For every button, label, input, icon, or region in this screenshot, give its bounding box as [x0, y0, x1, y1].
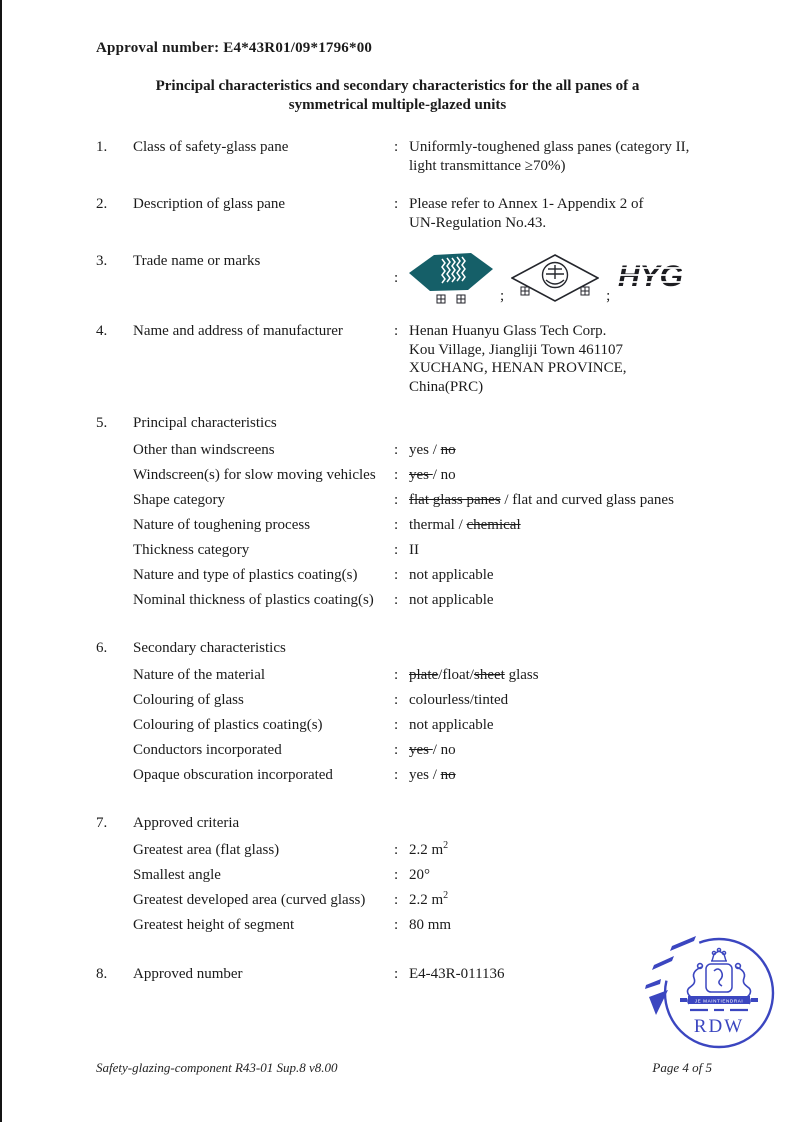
- colon-separator: :: [394, 766, 399, 783]
- row-value: colourless/tinted: [409, 691, 509, 708]
- stamp-motto-banner: [680, 996, 758, 1010]
- row-value: thermal / chemical: [409, 516, 521, 533]
- item-value: [409, 195, 753, 232]
- item-value: E4-43R-011136: [409, 966, 505, 982]
- value-line: Henan Huanyu Glass Tech Corp.: [409, 323, 607, 339]
- item-row-manufacturer: [96, 322, 753, 396]
- colon-separator: :: [394, 666, 399, 683]
- characteristic-row: [133, 566, 753, 585]
- colon-separator: :: [394, 196, 399, 212]
- value-line: Please refer to Annex 1- Appendix 2 of: [409, 196, 644, 212]
- criteria-row: [133, 841, 753, 860]
- row-label: Windscreen(s) for slow moving vehicles: [133, 466, 376, 483]
- logo1-chinese-characters: [437, 295, 465, 303]
- item-row-description: [96, 195, 753, 232]
- row-value: not applicable: [409, 591, 494, 608]
- section-header-approved-criteria: [96, 814, 753, 833]
- colon-separator: :: [394, 441, 399, 458]
- characteristic-row: [133, 716, 753, 735]
- diamond-circle-trademark-icon: [511, 254, 599, 304]
- row-value: II: [409, 541, 419, 558]
- row-label: Conductors incorporated: [133, 741, 282, 758]
- page-title: [2, 77, 793, 115]
- row-value: yes / no: [409, 766, 456, 783]
- row-value: plate/float/sheet glass: [409, 666, 539, 683]
- footer-document-id: Safety-glazing-component R43-01 Sup.8 v8.00: [96, 1060, 338, 1075]
- colon-separator: :: [394, 541, 399, 558]
- characteristic-row: [133, 741, 753, 760]
- row-label: Thickness category: [133, 541, 250, 558]
- characteristic-row: [133, 591, 753, 610]
- characteristic-row: [133, 666, 753, 685]
- stamp-crown: [711, 948, 727, 961]
- approval-number: Approval number: E4*43R01/09*1796*00: [96, 40, 373, 56]
- row-label: Shape category: [133, 491, 226, 508]
- row-label: Colouring of plastics coating(s): [133, 716, 323, 733]
- stamp-shield: [706, 964, 732, 992]
- hyg-wordmark-icon: [617, 257, 693, 293]
- colon-separator: :: [394, 516, 399, 533]
- item-label: Principal characteristics: [133, 415, 277, 431]
- item-label: Name and address of manufacturer: [133, 323, 343, 339]
- colon-separator: :: [394, 566, 399, 583]
- hyg-wordmark-wrap: [617, 257, 693, 299]
- colon-separator: :: [394, 866, 399, 883]
- row-value: not applicable: [409, 716, 494, 733]
- row-label: Other than windscreens: [133, 441, 275, 458]
- stamp-motto-text: JE MAINTIENDRAI: [694, 998, 744, 1004]
- item-row-class-of-pane: [96, 138, 753, 175]
- row-label: Nature of toughening process: [133, 516, 311, 533]
- row-value: not applicable: [409, 566, 494, 583]
- criteria-row: [133, 866, 753, 885]
- characteristic-row: [133, 766, 753, 785]
- row-label: Smallest angle: [133, 866, 221, 883]
- hexagon-wave-trademark-icon: [409, 252, 493, 304]
- colon-separator: :: [394, 716, 399, 733]
- row-value: yes / no: [409, 741, 456, 758]
- characteristic-row: [133, 541, 753, 560]
- section-header-principal: [96, 414, 753, 433]
- value-line: light transmittance ≥70%): [409, 157, 566, 174]
- item-number: 5.: [96, 415, 108, 431]
- value-line: UN-Regulation No.43.: [409, 214, 547, 231]
- value-line: China(PRC): [409, 378, 484, 395]
- item-number: 3.: [96, 253, 108, 269]
- row-label: Nature of the material: [133, 666, 266, 683]
- characteristic-row: [133, 466, 753, 485]
- value-line: XUCHANG, HENAN PROVINCE,: [409, 360, 627, 376]
- logo-separator: ;: [606, 288, 611, 304]
- row-label: Colouring of glass: [133, 691, 244, 708]
- row-value: 2.2 $m^2$: [409, 839, 449, 858]
- characteristic-row: [133, 441, 753, 460]
- item-number: 1.: [96, 139, 108, 155]
- row-label: Greatest area (flat glass): [133, 841, 280, 858]
- row-value: flat glass panes / flat and curved glass panes: [409, 491, 674, 508]
- page-title-line2: symmetrical multiple-glazed units: [288, 97, 507, 113]
- item-number: 8.: [96, 966, 108, 982]
- colon-separator: :: [394, 466, 399, 483]
- colon-separator: :: [394, 491, 399, 508]
- colon-separator: :: [394, 841, 399, 858]
- row-value: 2.2 $m^2$: [409, 889, 449, 908]
- colon-separator: :: [394, 323, 399, 339]
- row-value: 20°: [409, 866, 430, 883]
- characteristic-row: [133, 516, 753, 535]
- item-label: Description of glass pane: [133, 196, 286, 212]
- item-label: Trade name or marks: [133, 253, 261, 269]
- colon-separator: :: [394, 269, 399, 286]
- logo-separator: ;: [500, 288, 505, 304]
- colon-separator: :: [394, 916, 399, 933]
- characteristic-row: [133, 691, 753, 710]
- row-label: Nominal thickness of plastics coating(s): [133, 591, 374, 608]
- item-number: 6.: [96, 640, 108, 656]
- colon-separator: :: [394, 966, 399, 982]
- colon-separator: :: [394, 139, 399, 155]
- row-label: Opaque obscuration incorporated: [133, 766, 333, 783]
- colon-separator: :: [394, 741, 399, 758]
- page-footer: [96, 1060, 712, 1076]
- page-title-line1: Principal characteristics and secondary characteristics for the all panes of a: [155, 78, 640, 94]
- stamp-rdw-label: RDW: [693, 1016, 745, 1037]
- section-header-secondary: [96, 639, 753, 658]
- colon-separator: :: [394, 591, 399, 608]
- item-value: [409, 322, 753, 396]
- rdw-approval-stamp: [642, 931, 787, 1056]
- colon-separator: :: [394, 891, 399, 908]
- item-number: 2.: [96, 196, 108, 212]
- item-value: [409, 138, 753, 175]
- value-line: Kou Village, Jiangliji Town 461107: [409, 341, 624, 358]
- row-value: yes / no: [409, 441, 456, 458]
- row-value: 80 mm: [409, 916, 452, 933]
- item-number: 4.: [96, 323, 108, 339]
- footer-page-number: Page 4 of 5: [652, 1060, 712, 1075]
- criteria-row: [133, 891, 753, 910]
- item-number: 7.: [96, 815, 108, 831]
- colon-separator: :: [394, 691, 399, 708]
- row-value: yes / no: [409, 466, 456, 483]
- item-label: Class of safety-glass pane: [133, 139, 289, 155]
- row-label: Nature and type of plastics coating(s): [133, 566, 358, 583]
- row-label: Greatest developed area (curved glass): [133, 891, 366, 908]
- item-label: Secondary characteristics: [133, 640, 286, 656]
- characteristic-row: [133, 491, 753, 510]
- item-label: Approved criteria: [133, 815, 240, 831]
- item-label: Approved number: [133, 966, 243, 982]
- item-row-trademarks: [96, 252, 753, 304]
- value-line: Uniformly-toughened glass panes (category II,: [409, 139, 690, 155]
- row-label: Greatest height of segment: [133, 916, 295, 933]
- hyg-wordmark-text: HYG: [618, 259, 684, 293]
- trademark-logos: [409, 252, 753, 304]
